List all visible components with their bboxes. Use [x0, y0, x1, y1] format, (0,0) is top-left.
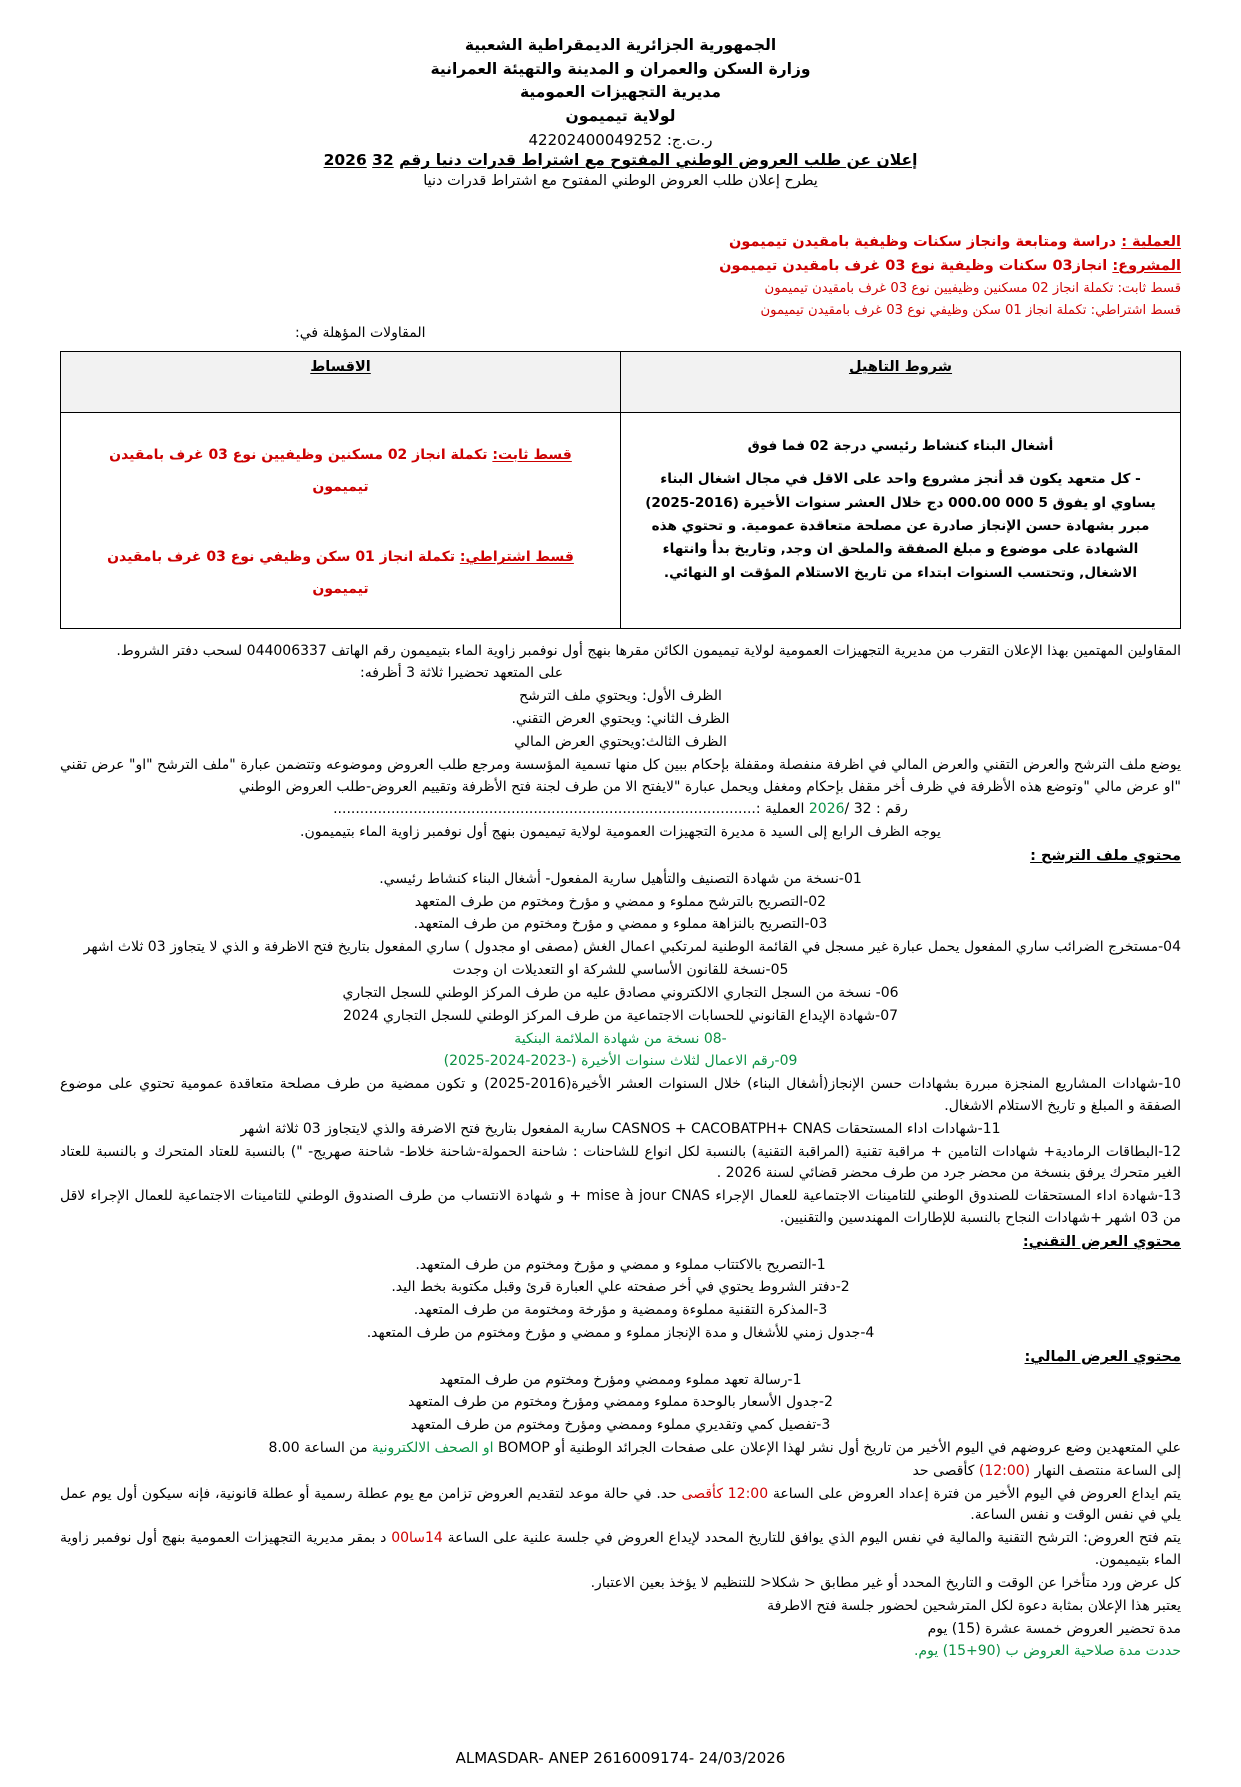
- rc-label: ر.ت.ج:: [666, 131, 713, 150]
- deposit-text-3: إلى الساعة منتصف النهار: [1034, 1462, 1181, 1479]
- installment-conditional: [73, 541, 608, 605]
- table-header-installments: الاقساط: [61, 351, 621, 412]
- opening-text-2: د بمقر مديرية التجهيزات العمومية بنهج أول نوفمبر زاوية الماء بتيميمون.: [60, 1530, 1181, 1569]
- num-value: 32: [853, 801, 872, 818]
- operation-number-line: رقم : 32 /2026 العملية :...............................................................................................: [60, 799, 1181, 821]
- deposit-paragraph: [60, 1438, 1181, 1460]
- qualification-conditions-cell: [621, 412, 1181, 628]
- lot-conditional-line: قسط اشتراطي: تكملة انجاز 01 سكن وظيفي نوع 03 غرف بامقيدن تيميمون: [760, 302, 1181, 318]
- list-item: 2-جدول الأسعار بالوحدة مملوء وممضي ومؤرخ ومختوم من طرف المتعهد: [408, 1394, 833, 1411]
- table-header-conditions: شروط التاهيل: [621, 351, 1181, 412]
- operation-text: دراسة ومتابعة وانجاز سكنات وظيفية بامقيدن تيميمون: [729, 234, 1117, 251]
- qualification-table: [60, 351, 1181, 629]
- operation-label: العملية :: [1121, 234, 1181, 251]
- placement-paragraph: يوضع ملف الترشح والعرض التقني والعرض المالي في اظرفة منفصلة ومقفلة بإحكام ببين كل منها تسمية المؤسسة ومرجع طلب العروض وموضوعه وتتضمن عبارة "ملف الترشح "او" عرض تقني "او عرض مالي "وتوضع هذه الأظرفة في ظرف أخر مقفل بإحكام ومغفل ويحمل عبارة "لايفتح الا من طرف لجنة فتح الأظرفة وتقييم العروض-طلب العروض الوطني: [60, 756, 1181, 795]
- document-header: [60, 34, 1181, 128]
- header-line-directorate: مديرية التجهيزات العمومية: [519, 83, 722, 102]
- rule-time: 12:00: [727, 1485, 769, 1502]
- num-label: رقم :: [875, 801, 908, 818]
- envelope-three: الظرف الثالث:ويحتوي العرض المالي: [514, 733, 727, 750]
- document-body: [60, 641, 1181, 1664]
- deposit-time: (12:00): [978, 1462, 1031, 1479]
- list-item: 10-شهادات المشاريع المنجزة مبررة بشهادات حسن الإنجاز(أشغال البناء) خلال السنوات العشر الأخيرة(2016-2025) و تكون ممضية من طرف مصلحة متعاقدة عمومية تحتوي على موضوع الصفقة و المبلغ و تاريخ الاستلام الاشغال.: [60, 1076, 1182, 1114]
- conditions-detail: - كل متعهد يكون قد أنجز مشروع واحد على الاقل في مجال اشغال البناء يساوي او يفوق 5 000 000.00 دج خلال العشر سنوات الأخيرة (2016-2025) مبرر بشهادة حسن الإنجاز صادرة عن مصلحة متعاقدة عمومية. و تحتوي هذه الشهادة على موضوع و مبلغ الصفقة والملحق ان وجد, وتاريخ بدأ وانتهاء الاشغال, وتحتسب السنوات ابتداء من تاريخ الاستلام المؤقت او النهائي.: [645, 471, 1156, 581]
- fourth-envelope-paragraph: يوجه الظرف الرابع إلى السيد ة مديرة التجهيزات العمومية لولاية تيميمون بنهج أول نوفمبر زاوية الماء بتيميمون.: [300, 824, 941, 841]
- section-title-financial: محتوي العرض المالي:: [1024, 1348, 1181, 1365]
- list-item: 07-شهادة الإيداع القانوني للحسابات الاجتماعية من طرف المركز الوطني للسجل التجاري 2024: [342, 1007, 899, 1024]
- envelope-two: الظرف الثاني: ويحتوي العرض التقني.: [511, 711, 730, 728]
- deposit-paragraph-2: [60, 1461, 1181, 1483]
- list-item: 02-التصريح بالترشح مملوء و ممضي و مؤرخ ومختوم من طرف المتعهد: [414, 893, 827, 910]
- deposit-text-1: علي المتعهدين وضع عروضهم في اليوم الأخير من تاريخ أول نشر لهذا الإعلان على صفحات الجرائد الوطنية أو BOMOP: [497, 1439, 1181, 1456]
- list-item: 13-شهادة اداء المستحقات للصندوق الوطني للتامينات الاجتماعية للعمال الإجراء mise à jour CNAS + و شهادة الانتساب من طرف الصندوق الوطني للتامينات الاجتماعية للعمال الإجراء لاقل من 03 اشهر +شهادات النجاح بالنسبة للإطارات المهندسين والتقنيين.: [60, 1188, 1181, 1227]
- table-header-row: [61, 351, 1181, 412]
- list-item: 1-التصريح بالاكتتاب مملوء و ممضي و مؤرخ ومختوم من طرف المتعهد.: [415, 1256, 826, 1273]
- header-line-republic: الجمهورية الجزائرية الديمقراطية الشعبية: [464, 36, 777, 54]
- announcement-number: 32: [372, 151, 394, 170]
- document-footer: ALMASDAR- ANEP 2616009174- 24/03/2026: [455, 1749, 786, 1768]
- opening-text-1: يتم فتح العروض: الترشح التقنية والمالية في نفس اليوم الذي يوافق للتاريخ المحدد لإيداع العروض في جلسة علنية على الساعة: [447, 1530, 1182, 1547]
- lot-fixed-line: قسط ثابت: تكملة انجاز 02 مسكنين وظيفيين نوع 03 غرف بامقيدن تيميمون: [764, 281, 1181, 297]
- conditions-headline: أشغال البناء كنشاط رئيسي درجة 02 فما فوق: [747, 437, 1054, 454]
- list-item: 03-التصريح بالنزاهة مملوء و ممضي و مؤرخ ومختوم من طرف المتعهد.: [413, 916, 828, 933]
- num-year: 2026: [808, 801, 845, 818]
- rule-text-1: يتم ايداع العروض في اليوم الأخير من فترة إعداد العروض على الساعة: [772, 1485, 1182, 1502]
- intro-paragraph: المقاولين المهتمين بهذا الإعلان التقرب من مديرية التجهيزات العمومية لولاية تيميمون الكائن مقرها بنهج أول نوفمبر زاوية الماء بتيميمون رقم الهاتف 044006337 لسحب دفتر الشروط.: [116, 642, 1181, 659]
- invitation-paragraph: يعتبر هذا الإعلان بمثابة دعوة لكل المترشحين لحضور جلسة فتح الاطرفة: [767, 1597, 1181, 1614]
- project-summary-block: [60, 231, 1181, 321]
- operation-line: [60, 231, 1181, 254]
- envelopes-intro: على المتعهد تحضيرا ثلاثة 3 أظرفه:: [360, 665, 564, 682]
- project-line: [60, 255, 1181, 278]
- list-item: 3-تفصيل كمي وتقديري مملوء وممضي ومؤرخ ومختوم من طرف المتعهد: [410, 1417, 831, 1434]
- qualified-contractors-intro: المقاولات المؤهلة في:: [295, 324, 426, 341]
- opening-paragraph: [60, 1528, 1181, 1572]
- table-row: [61, 412, 1181, 628]
- installment-fixed-city: تيميمون: [312, 479, 369, 496]
- opening-time: 14سا00: [391, 1530, 443, 1547]
- deposit-text-green: او الصحف الالكترونية: [371, 1439, 494, 1456]
- deposit-text-2: من الساعة 8.00: [268, 1439, 368, 1456]
- list-item: 01-نسخة من شهادة التصنيف والتأهيل سارية المفعول- أشغال البناء كنشاط رئيسي.: [379, 870, 862, 887]
- late-offers-paragraph: كل عرض ورد متأخرا عن الوقت و التاريخ المحدد أو غير مطابق < شكلا< للتنظيم لا يؤخذ بعين الاعتبار.: [590, 1574, 1181, 1591]
- list-item: 12-البطاقات الرمادية+ شهادات التامين + مراقبة تقنية (المراقبة التقنية) بالنسبة لكل انواع للشاحنات : شاحنة الحمولة-شاحنة خلاط- شاحنة صهريج- ") بالنسبة للعتاد المتحرك و بالنسبة للعتاد الغير متحرك يرفق بنسخة من محضر جرد من طرف محضر قضائي لسنة 2026 .: [60, 1143, 1181, 1182]
- installment-conditional-label: قسط اشتراطي:: [459, 549, 574, 566]
- rule-text-2: كأقصى: [681, 1485, 723, 1502]
- list-item: 11-شهادات اداء المستحقات CASNOS + CACOBATPH+ CNAS سارية المفعول بتاريخ فتح الاضرفة والذي لايتجاوز 03 ثلاثة اشهر: [240, 1120, 1001, 1137]
- installment-conditional-city: تيميمون: [312, 581, 369, 598]
- announcement-year: 2026: [323, 151, 367, 170]
- announcement-subtitle: يطرح إعلان طلب العروض الوطني المفتوح مع اشتراط قدرات دنيا: [423, 173, 818, 190]
- announcement-title-text: إعلان عن طلب العروض الوطني المفتوح مع اشتراط قدرات دنيا رقم: [399, 151, 918, 170]
- envelope-one: الظرف الأول: ويحتوي ملف الترشح: [519, 688, 722, 705]
- project-label: المشروع:: [1112, 257, 1181, 274]
- announcement-title: [60, 151, 1181, 169]
- section-title-candidacy: محتوي ملف الترشح :: [1030, 848, 1181, 865]
- num-word: العملية: [765, 801, 805, 818]
- list-item: -08 نسخة من شهادة الملائمة البنكية: [514, 1030, 727, 1047]
- installment-fixed-label: قسط ثابت:: [492, 446, 572, 463]
- header-line-ministry: وزارة السكن والعمران و المدينة والتهيئة العمرانية: [430, 59, 811, 78]
- list-item: 04-مستخرج الضرائب ساري المفعول يحمل عبارة غير مسجل في القائمة الوطنية لمرتكبي اعمال الغش (مصفى او مجدول ) ساري المفعول بتاريخ فتح الاظرفة و الذي لا يتجاوز 03 ثلاث اشهر: [83, 939, 1181, 956]
- preparation-duration: مدة تحضير العروض خمسة عشرة (15) يوم: [927, 1620, 1181, 1637]
- list-item: 2-دفتر الشروط يحتوي في أخر صفحته علي العبارة قرئ وقبل مكتوبة بخط اليد.: [391, 1279, 850, 1296]
- deposit-text-4: كأقصى حد: [912, 1462, 975, 1479]
- list-item: 05-نسخة للقانون الأساسي للشركة او التعديلات ان وجدت: [452, 962, 789, 979]
- list-item: 3-المذكرة التقنية مملوءة وممضية و مؤرخة ومختومة من طرف المتعهد.: [413, 1302, 828, 1319]
- validity-duration: حددت مدة صلاحية العروض ب (90+15) يوم.: [913, 1643, 1181, 1660]
- installment-conditional-text: تكملة انجاز 01 سكن وظيفي نوع 03 غرف بامقيدن: [107, 549, 455, 566]
- list-item: 09-رقم الاعمال لثلاث سنوات الأخيرة (-2023-2024-2025): [443, 1053, 798, 1070]
- header-line-wilaya: لولاية تيميمون: [565, 106, 676, 125]
- list-item: 06- نسخة من السجل التجاري الالكتروني مصادق عليه من طرف المركز الوطني للسجل التجاري: [342, 984, 899, 1001]
- list-item: 4-جدول زمني للأشغال و مدة الإنجاز مملوء و ممضي و مؤرخ ومختوم من طرف المتعهد.: [366, 1325, 875, 1342]
- installment-fixed-text: تكملة انجاز 02 مسكنين وظيفيين نوع 03 غرف بامقيدن: [109, 446, 488, 463]
- section-title-technical: محتوي العرض التقني:: [1022, 1233, 1181, 1250]
- list-item: 1-رسالة تعهد مملوء وممضي ومؤرخ ومختوم من طرف المتعهد: [439, 1371, 802, 1388]
- registration-number-line: [60, 131, 1181, 149]
- installments-cell: [61, 412, 621, 628]
- rule-text-3: حد. في حالة موعد لتقديم العروض تزامن مع يوم عطلة رسمية أو عطلة قانونية، فإنه سيكون أول يوم عمل يلي في نفس الوقت و نفس الساعة.: [60, 1485, 1181, 1524]
- rc-number: 42202400049252: [528, 131, 663, 150]
- project-text: انجاز03 سكنات وظيفية نوع 03 غرف بامقيدن تيميمون: [719, 257, 1108, 274]
- installment-fixed: [73, 439, 608, 503]
- rule-paragraph: [60, 1484, 1181, 1528]
- num-dots: :...............................................................................................: [333, 801, 761, 818]
